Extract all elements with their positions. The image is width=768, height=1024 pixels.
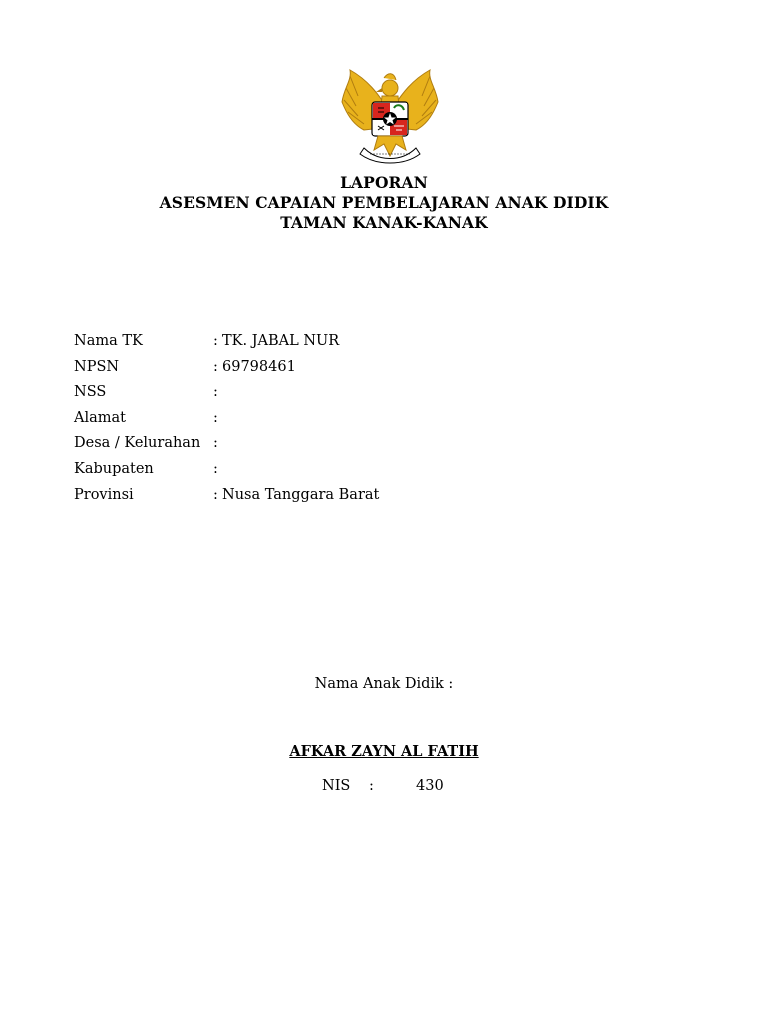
head bbox=[382, 80, 398, 96]
nis-value: 430 bbox=[416, 778, 444, 794]
info-colon: : bbox=[213, 435, 218, 452]
report-school-type: TAMAN KANAK-KANAK bbox=[280, 213, 488, 232]
report-subtitle: ASESMEN CAPAIAN PEMBELAJARAN ANAK DIDIK bbox=[159, 193, 609, 212]
shield bbox=[372, 102, 408, 136]
info-label: Alamat bbox=[74, 409, 126, 426]
info-colon: : bbox=[213, 333, 218, 349]
report-title: LAPORAN bbox=[340, 173, 428, 192]
info-label: Provinsi bbox=[74, 486, 134, 503]
info-colon: : bbox=[213, 358, 218, 375]
nis-label: NIS bbox=[322, 778, 351, 794]
info-colon: : bbox=[213, 384, 218, 401]
info-value: 69798461 bbox=[222, 358, 296, 375]
info-label: Desa / Kelurahan bbox=[74, 435, 201, 452]
student-name-label: Nama Anak Didik : bbox=[314, 676, 454, 692]
info-colon: : bbox=[213, 460, 218, 477]
info-value: Nusa Tanggara Barat bbox=[222, 486, 380, 503]
info-value: TK. JABAL NUR bbox=[222, 333, 340, 349]
garuda-emblem bbox=[338, 66, 442, 166]
nis-colon: : bbox=[369, 778, 374, 794]
info-colon: : bbox=[213, 486, 218, 503]
info-label: NSS bbox=[74, 384, 107, 401]
student-name: AFKAR ZAYN AL FATIH bbox=[289, 743, 479, 760]
info-label: Kabupaten bbox=[74, 460, 154, 477]
info-label: Nama TK bbox=[74, 333, 143, 349]
info-colon: : bbox=[213, 409, 218, 426]
info-label: NPSN bbox=[74, 358, 120, 375]
